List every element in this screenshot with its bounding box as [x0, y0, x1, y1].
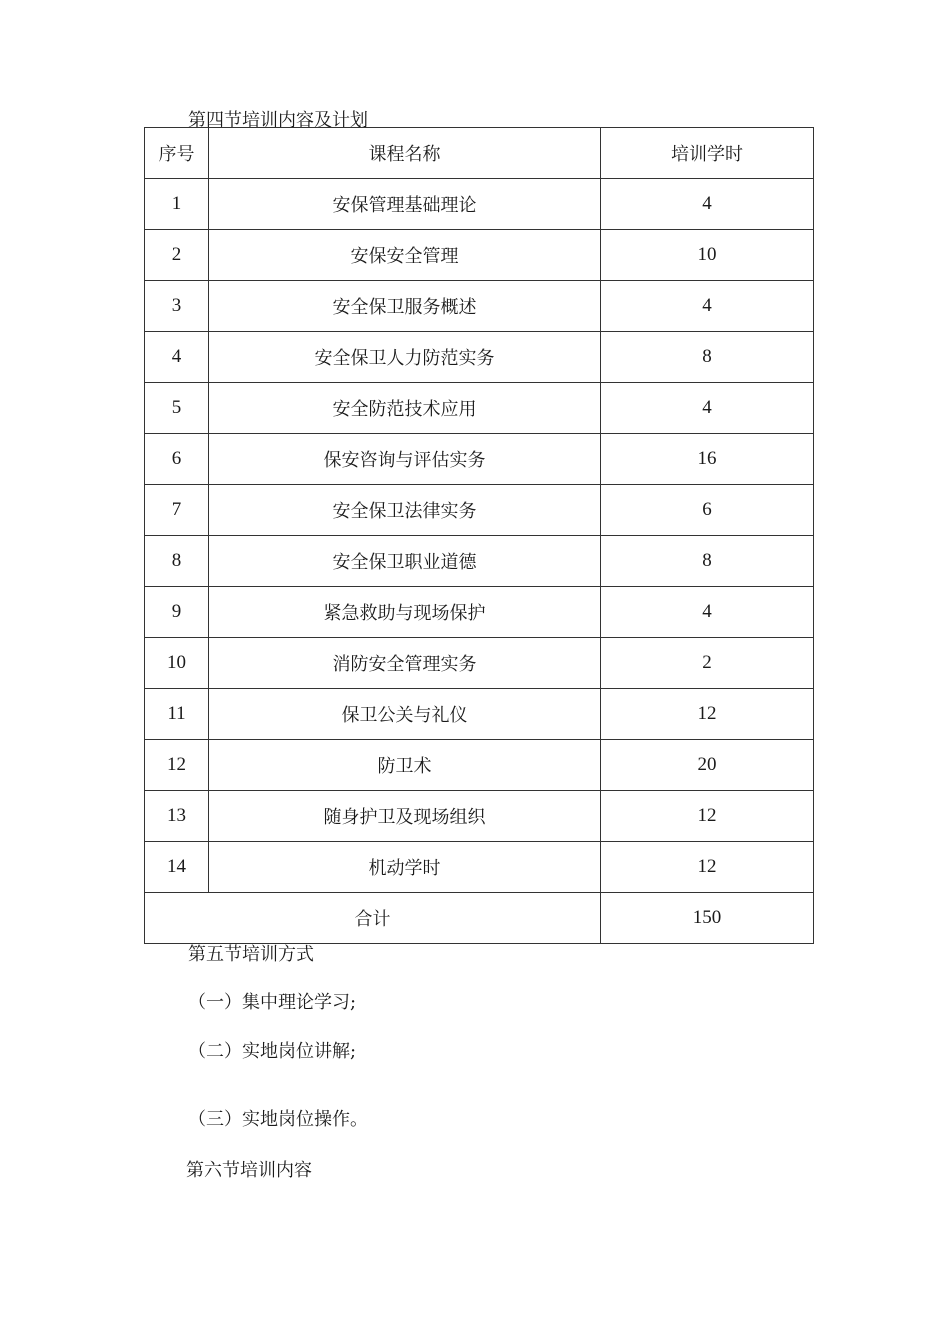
row-index: 9 — [145, 587, 209, 638]
table-row — [145, 842, 814, 893]
header-course-name: 课程名称 — [209, 128, 601, 179]
row-hours: 2 — [601, 638, 814, 689]
row-index: 11 — [145, 689, 209, 740]
table-row — [145, 638, 814, 689]
row-hours: 12 — [601, 791, 814, 842]
row-course-name: 紧急救助与现场保护 — [209, 587, 601, 638]
method-item-3: （三）实地岗位操作。 — [188, 1109, 368, 1130]
row-index: 2 — [145, 230, 209, 281]
row-index: 14 — [145, 842, 209, 893]
row-hours: 8 — [601, 536, 814, 587]
table-total-row — [145, 893, 814, 944]
row-index: 3 — [145, 281, 209, 332]
row-hours: 12 — [601, 689, 814, 740]
method-item-2: （二）实地岗位讲解; — [188, 1041, 357, 1062]
table-header-row — [145, 128, 814, 179]
row-hours: 4 — [601, 383, 814, 434]
row-hours: 16 — [601, 434, 814, 485]
method-item-1: （一）集中理论学习; — [188, 992, 357, 1013]
table-row — [145, 230, 814, 281]
total-value: 150 — [601, 893, 814, 944]
table-row — [145, 434, 814, 485]
row-course-name: 防卫术 — [209, 740, 601, 791]
row-hours: 4 — [601, 179, 814, 230]
table-row — [145, 383, 814, 434]
row-index: 6 — [145, 434, 209, 485]
section5-title: 第五节培训方式 — [188, 944, 314, 965]
row-course-name: 安全保卫服务概述 — [209, 281, 601, 332]
row-course-name: 安全保卫职业道德 — [209, 536, 601, 587]
table-row — [145, 332, 814, 383]
row-index: 13 — [145, 791, 209, 842]
training-plan-table — [144, 127, 814, 944]
row-course-name: 安保管理基础理论 — [209, 179, 601, 230]
table-row — [145, 791, 814, 842]
row-course-name: 消防安全管理实务 — [209, 638, 601, 689]
row-course-name: 随身护卫及现场组织 — [209, 791, 601, 842]
row-index: 4 — [145, 332, 209, 383]
row-hours: 12 — [601, 842, 814, 893]
table-row — [145, 536, 814, 587]
row-index: 12 — [145, 740, 209, 791]
table-row — [145, 587, 814, 638]
row-index: 8 — [145, 536, 209, 587]
row-index: 1 — [145, 179, 209, 230]
section4-title: 第四节培训内容及计划 — [188, 110, 368, 131]
row-course-name: 保卫公关与礼仪 — [209, 689, 601, 740]
row-index: 7 — [145, 485, 209, 536]
row-hours: 20 — [601, 740, 814, 791]
table-row — [145, 740, 814, 791]
row-hours: 8 — [601, 332, 814, 383]
table-row — [145, 485, 814, 536]
total-label: 合计 — [145, 893, 601, 944]
row-hours: 6 — [601, 485, 814, 536]
row-course-name: 机动学时 — [209, 842, 601, 893]
row-course-name: 保安咨询与评估实务 — [209, 434, 601, 485]
table-row — [145, 281, 814, 332]
row-hours: 4 — [601, 587, 814, 638]
row-hours: 10 — [601, 230, 814, 281]
row-index: 10 — [145, 638, 209, 689]
row-course-name: 安全保卫人力防范实务 — [209, 332, 601, 383]
header-index: 序号 — [145, 128, 209, 179]
row-course-name: 安全保卫法律实务 — [209, 485, 601, 536]
row-course-name: 安保安全管理 — [209, 230, 601, 281]
header-hours: 培训学时 — [601, 128, 814, 179]
row-index: 5 — [145, 383, 209, 434]
table-row — [145, 689, 814, 740]
section6-title: 第六节培训内容 — [186, 1160, 312, 1181]
row-hours: 4 — [601, 281, 814, 332]
table-row — [145, 179, 814, 230]
row-course-name: 安全防范技术应用 — [209, 383, 601, 434]
